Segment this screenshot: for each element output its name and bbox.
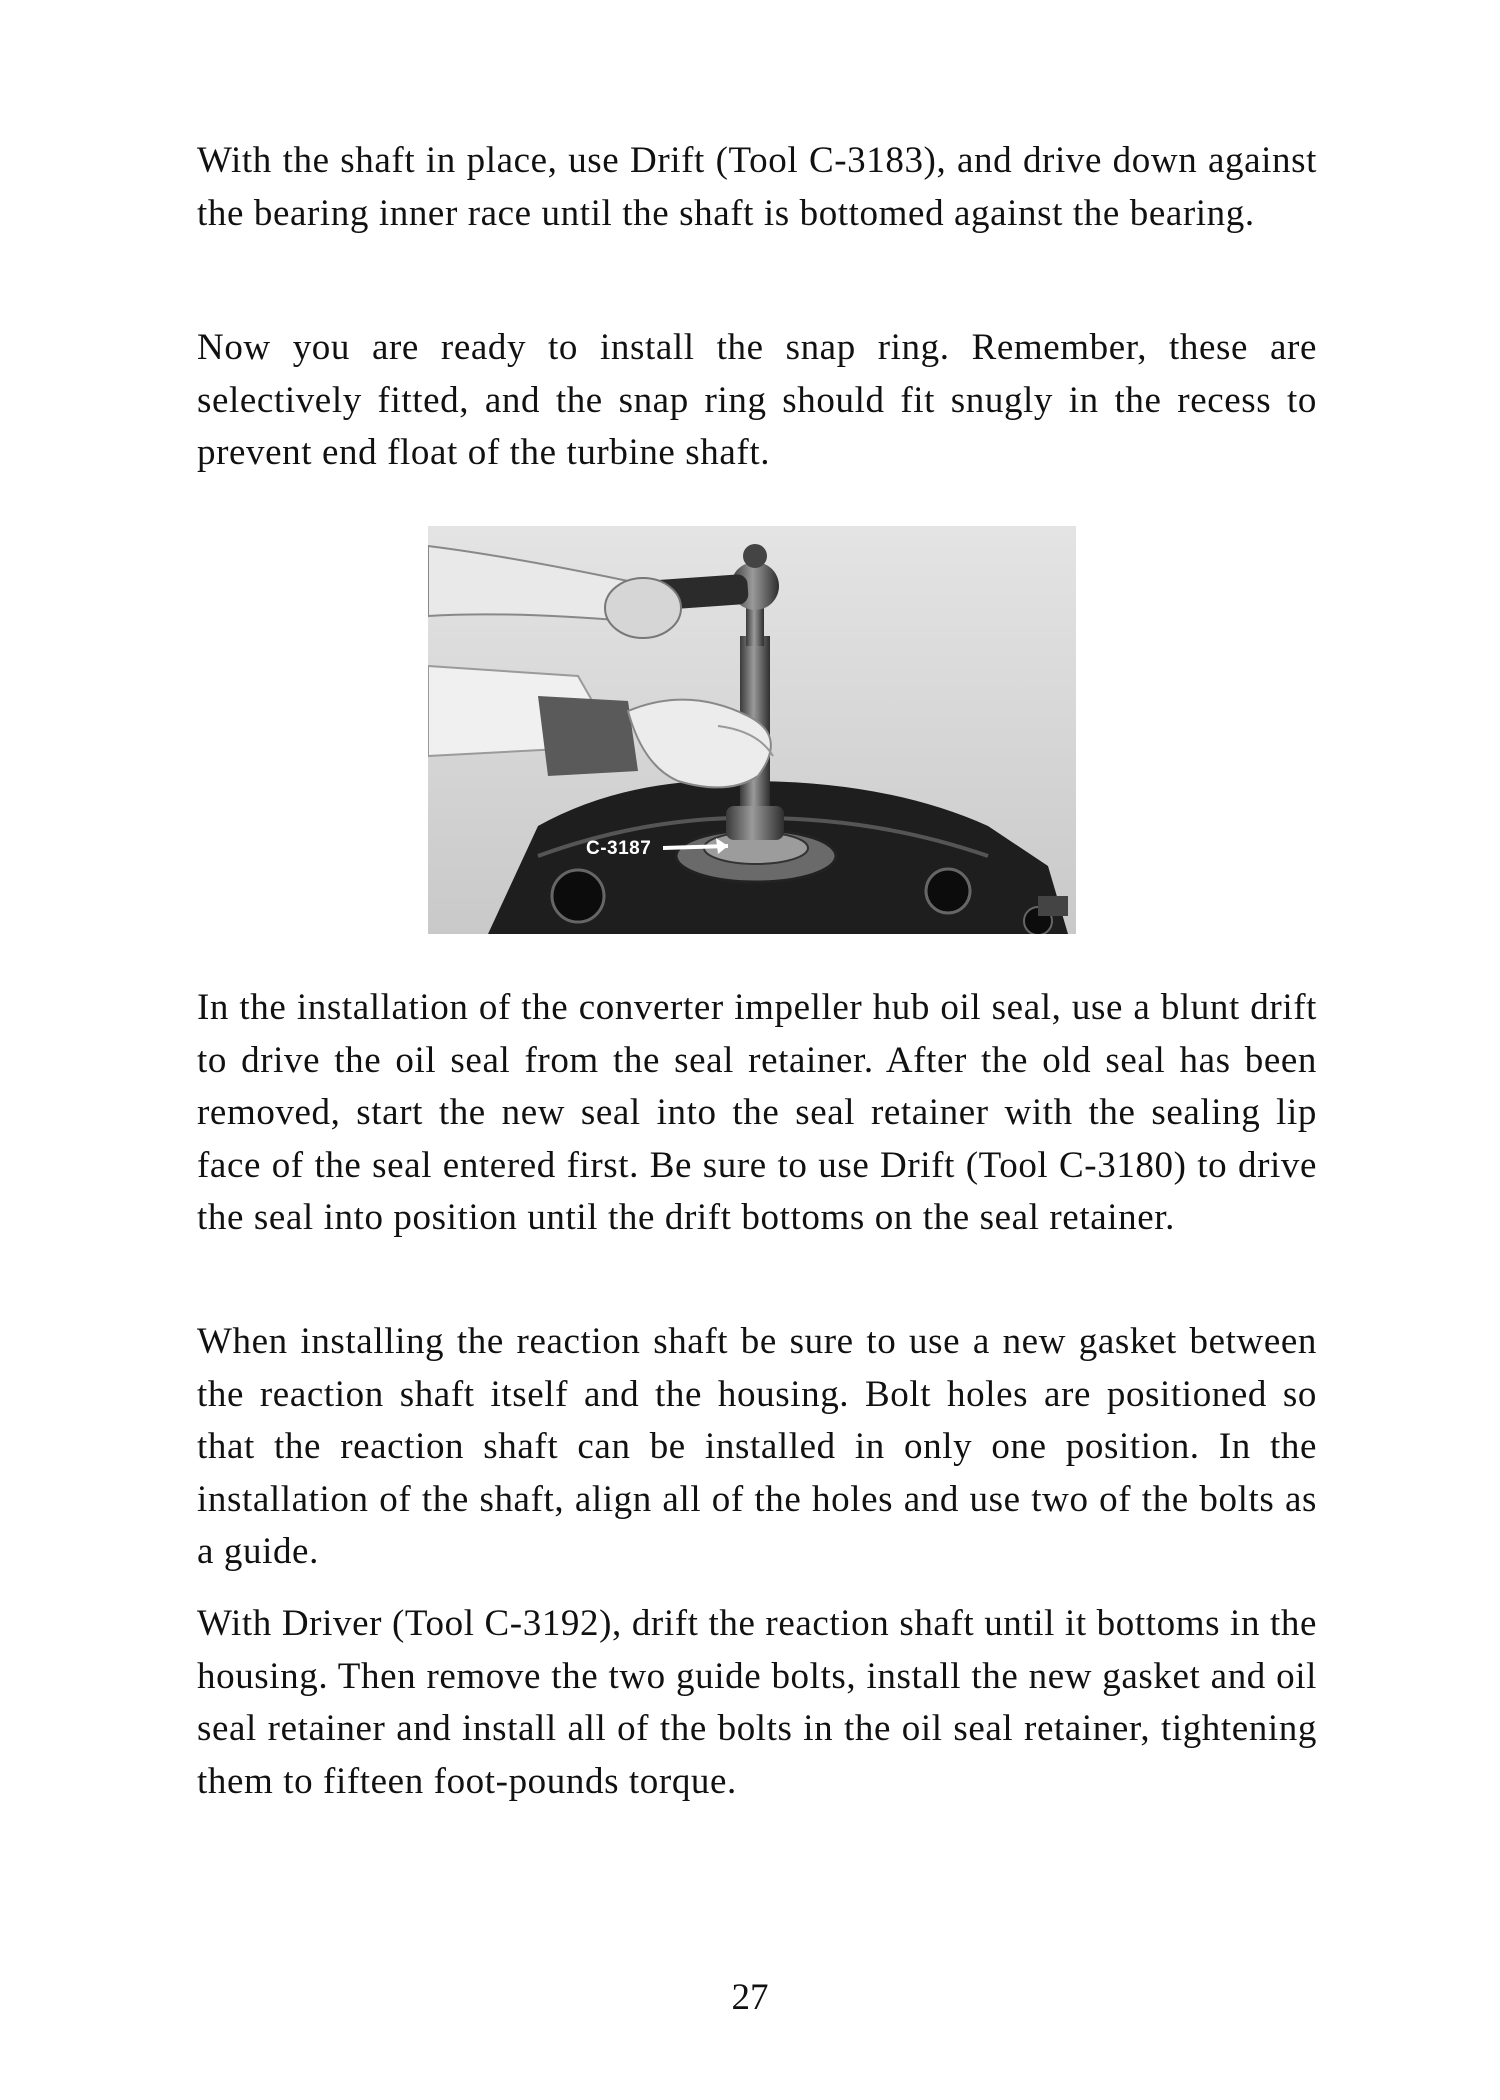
photo-illustration [428,526,1076,934]
photo-drift-tool-installation [428,526,1076,934]
paragraph-driver-reaction-shaft: With Driver (Tool C-3192), drift the reaction shaft until it bottoms in the housing. Then remove the two guide bolts, install the new gasket and oil seal retainer and install all of the bolts in the oil seal retainer, tightening them to fifteen foot-pounds torque. [197,1603,1317,1802]
page-number: 27 [731,1977,769,2018]
paragraph-reaction-shaft-gasket: When installing the reaction shaft be sure to use a new gasket between the reaction shaft itself and the housing. Bolt holes are positioned so that the reaction shaft can be installed in only one position. In the installation of the shaft, align all of the holes and use two of the bolts as a guide. [197,1321,1317,1572]
tool-callout-label: C-3187 [586,838,652,859]
paragraph-snap-ring: Now you are ready to install the snap ring. Remember, these are selectively fitted, and the snap ring should fit snugly in the recess to prevent end float of the turbine shaft. [197,327,1317,473]
paragraph-impeller-hub-seal: In the installation of the converter impeller hub oil seal, use a blunt drift to drive the oil seal from the seal retainer. After the old seal has been removed, start the new seal into the seal retainer with the sealing lip face of the seal entered first. Be sure to use Drift (Tool C-3180) to drive the seal into position until the drift bottoms on the seal retainer. [197,987,1317,1238]
paragraph-drift-bearing: With the shaft in place, use Drift (Tool C-3183), and drive down against the bearing inner race until the shaft is bottomed against the bearing. [197,140,1317,234]
